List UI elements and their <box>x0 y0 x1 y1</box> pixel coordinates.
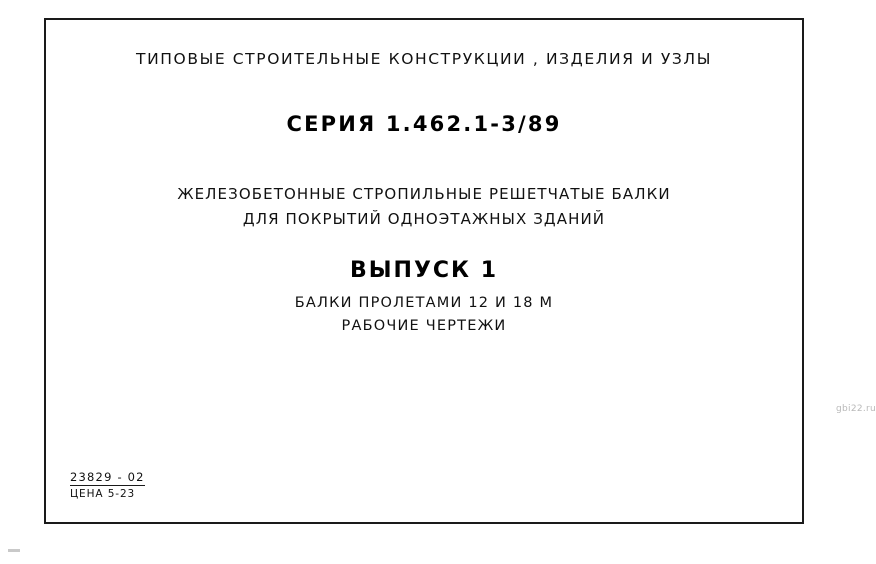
scan-artifact <box>8 549 20 552</box>
subtitle-line-2: РАБОЧИЕ ЧЕРТЕЖИ <box>341 318 507 334</box>
document-content-area <box>46 20 802 522</box>
stamp-code: 23829 - 02 <box>70 470 145 484</box>
document-title-line-1: ЖЕЛЕЗОБЕТОННЫЕ СТРОПИЛЬНЫЕ РЕШЕТЧАТЫЕ БАЛКИ <box>177 185 671 203</box>
document-heading: ТИПОВЫЕ СТРОИТЕЛЬНЫЕ КОНСТРУКЦИИ , ИЗДЕЛИЯ И УЗЛЫ <box>136 50 712 68</box>
document-border-frame <box>44 18 804 524</box>
subtitle-line-1: БАЛКИ ПРОЛЕТАМИ 12 И 18 М <box>294 295 554 311</box>
issue-number: ВЫПУСК 1 <box>349 258 499 283</box>
stamp-price: ЦЕНА 5-23 <box>70 488 136 500</box>
series-number: СЕРИЯ 1.462.1-3/89 <box>286 112 562 136</box>
watermark-label: gbi22.ru <box>836 404 876 414</box>
stamp-block <box>70 470 190 500</box>
document-title-line-2: ДЛЯ ПОКРЫТИЙ ОДНОЭТАЖНЫХ ЗДАНИЙ <box>242 210 606 228</box>
